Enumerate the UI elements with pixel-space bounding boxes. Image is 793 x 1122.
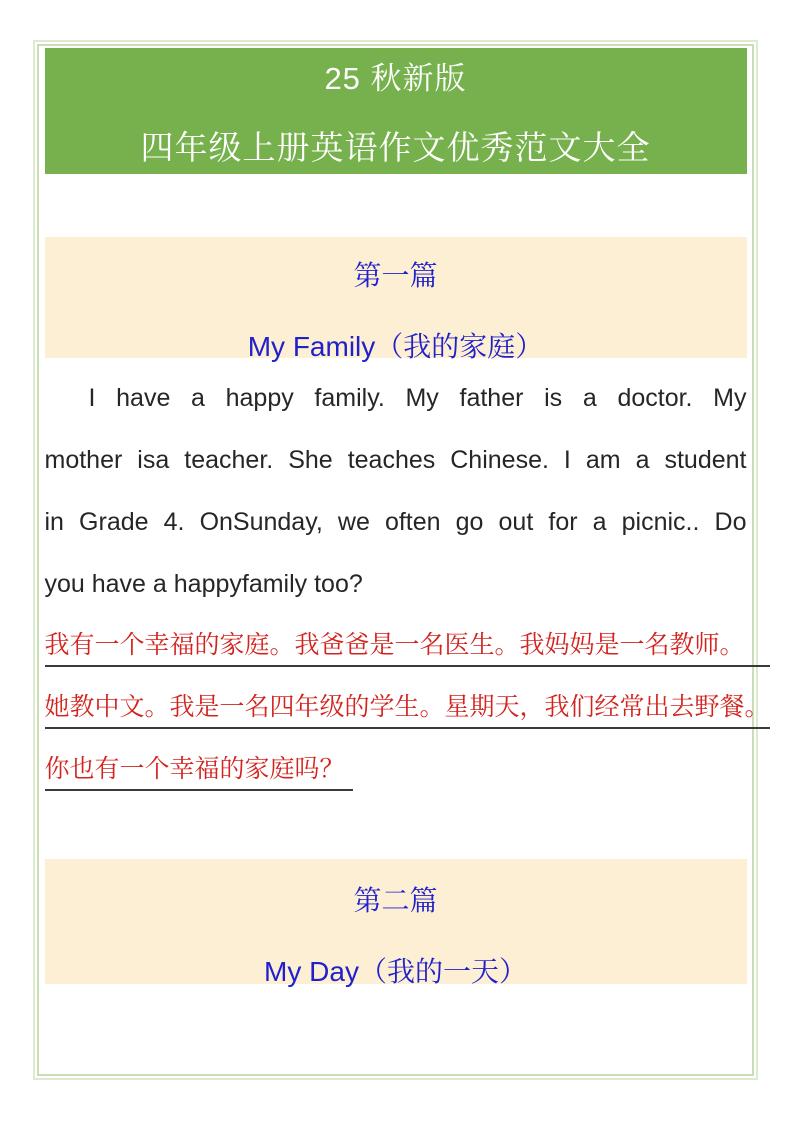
translation-line-text: 我有一个幸福的家庭。我爸爸是一名医生。我妈妈是一名教师。 <box>44 631 745 659</box>
english-line-text: I have a happy family. My father is a doctor. My <box>88 384 747 412</box>
english-line-text: mother isa teacher. She teaches Chinese. I am a student <box>44 446 747 474</box>
english-line <box>45 505 747 567</box>
english-line <box>45 381 747 443</box>
essay2-heading <box>45 859 747 987</box>
translation-line-text: 你也有一个幸福的家庭吗？ <box>44 755 345 783</box>
essay1-english-paragraph <box>45 381 747 629</box>
underline-rule <box>45 665 770 667</box>
english-line <box>45 567 747 629</box>
essay1-chinese-translation <box>44 629 770 815</box>
english-line <box>45 443 747 505</box>
english-line-text: you have a happyfamily too? <box>44 570 363 598</box>
title-main-line: 四年级上册英语作文优秀范文大全 <box>140 129 651 166</box>
translation-line <box>45 629 747 691</box>
essay1-number: 第一篇 <box>353 260 438 291</box>
essay1-title: My Family（我的家庭） <box>247 331 544 362</box>
page-border-frame <box>33 40 770 1080</box>
translation-line <box>44 691 770 753</box>
essay1-heading <box>45 237 747 362</box>
english-line-text: in Grade 4. OnSunday, we often go out for a picnic.. Do <box>44 508 747 536</box>
document-content <box>44 48 770 987</box>
document-title-banner <box>45 48 747 174</box>
essay2-title: My Day（我的一天） <box>264 956 527 987</box>
title-edition-line: 25 秋新版 <box>324 61 467 96</box>
essay2-number: 第二篇 <box>353 885 438 916</box>
underline-rule <box>45 727 770 729</box>
translation-line-text: 她教中文。我是一名四年级的学生。星期天，我们经常出去野餐。 <box>44 693 770 721</box>
page-border-frame-inner <box>37 44 770 1076</box>
underline-rule <box>45 789 353 791</box>
translation-line <box>45 753 747 815</box>
